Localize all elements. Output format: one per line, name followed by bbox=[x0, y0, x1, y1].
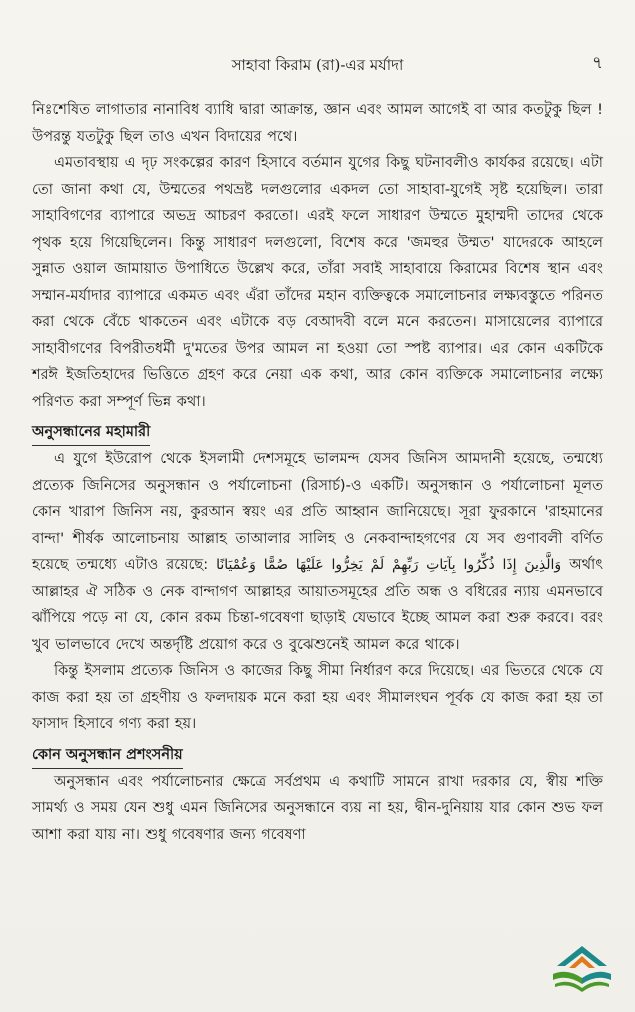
page-number: ৭ bbox=[591, 53, 603, 73]
section-2 bbox=[32, 738, 603, 769]
publisher-logo-icon bbox=[547, 942, 617, 994]
running-title: সাহাবা কিরাম (রা)-এর মর্যাদা bbox=[231, 56, 404, 74]
section-1 bbox=[32, 415, 603, 446]
paragraph-4: কিন্তু ইসলাম প্রত্যেক জিনিস ও কাজের কিছু সীমা নির্ধারণ করে দিয়েছে। এর ভিতরে থেকে যে কাজ করা হয় তা গ্রহণীয় ও ফলদায়ক মনে করা হয় এবং সীমালংঘন পূর্বক যে কাজ করা হয় তা ফাসাদ হিসাবে গণ্য করা হয়। bbox=[32, 663, 603, 732]
paragraph-2: এমতাবস্থায় এ দৃঢ় সংকল্পের কারণ হিসাবে বর্তমান যুগের কিছু ঘটনাবলীও কার্যকর রয়েছে। এটা তো জানা কথা যে, উম্মতের পথভ্রষ্ট দলগুলোর একদল তো সাহাবা-যুগেই সৃষ্ট হয়েছিল। তারা সাহাবিগণের ব্যাপারে অভদ্র আচরণ করতো। এরই ফলে সাধারণ উম্মতে মুহাম্মদী তাদের থেকে পৃথক হয়ে গিয়েছিলেন। কিন্তু সাধারণ দলগুলো, বিশেষ করে 'জমহুর উম্মত' যাদেরকে আহলে সুন্নাত ওয়াল জামায়াত উপাধিতে উল্লেখ করে, তাঁরা সবাই সাহাবায়ে কিরামের বিশেষ স্থান এবং সম্মান-মর্যাদার ব্যাপারে একমত এবং এঁরা তাঁদের মহান ব্যক্তিত্বকে সমালোচনার লক্ষ্যবস্তুতে পরিনত করা থেকে বেঁচে থাকতেন এবং এটাকে বড় বেআদবী বলে মনে করতেন। মাসায়েলের ব্যাপারে সাহাবীগণের বিপরীতধর্মী দু'মতের উপর আমল না হওয়া তো স্পষ্ট ব্যাপার। এর কোন একটিকে শরঈ ইজতিহাদের ভিত্তিতে গ্রহণ করে নেয়া এক কথা, আর কোন ব্যক্তিকে সমালোচনার লক্ষ্যে পরিণত করা সম্পূর্ণ ভিন্ন কথা। bbox=[32, 155, 603, 410]
section-heading-praiseworthy-research: কোন অনুসন্ধান প্রশংসনীয় bbox=[32, 742, 183, 769]
paragraph-1: নিঃশেষিত লাগাতার নানাবিধ ব্যাধি দ্বারা আক্রান্ত, জ্ঞান এবং আমল আগেই বা আর কতটুকু ছিল ! উপরন্তু যতটুকু ছিল তাও এখন বিদায়ের পথে। bbox=[32, 102, 603, 145]
quran-verse: وَالَّذِينَ إِذَا ذُكِّرُوا بِآيَاتِ رَبِّهِمْ لَمْ يَخِرُّوا عَلَيْهَا صُمًّا وَعُمْيَانًا bbox=[216, 557, 562, 573]
paragraph-3-text: এ যুগে ইউরোপ থেকে ইসলামী দেশসমূহে ভালমন্দ যেসব জিনিস আমদানী হয়েছে, তন্মধ্যে প্রত্যেক জিনিসের অনুসন্ধান ও পর্যালোচনা (রিসার্চ)-ও একটি। অনুসন্ধান ও পর্যালোচনা মূলত কোন খারাপ জিনিস নয়, কুরআন স্বয়ং এর প্রতি আহ্বান জানিয়েছে। সূরা ফুরকানে 'রাহমানের বান্দা' শীর্ষক আলোচনায় আল্লাহ তাআলার সালিহ ও নেকবান্দাহগণের যে সব গুণাবলী বর্ণিত হয়েছে তন্মধ্যে এটাও রয়েছে: bbox=[32, 451, 603, 573]
paragraph-5: অনুসন্ধান এবং পর্যালোচনার ক্ষেত্রে সর্বপ্রথম এ কথাটি সামনে রাখা দরকার যে, স্বীয় শক্তি সামর্থ্য ও সময় যেন শুধু এমন জিনিসের অনুসন্ধানে ব্যয় না হয়, দ্বীন-দুনিয়ায় যার কোন শুভ ফল আশা করা যায় না। শুধু গবেষণার জন্য গবেষণা bbox=[32, 773, 603, 843]
paragraph-3 bbox=[32, 446, 603, 658]
paragraph-3-continuation: অর্থাৎ আল্লাহর ঐ সঠিক ও নেক বান্দাগণ আল্লাহর আয়াতসমূহের প্রতি অন্ধ ও বধিরের ন্যায় এমনভাবে ঝাঁপিয়ে পড়ে না যে, কোন রকম চিন্তা-গবেষণা ছাড়াই যেভাবে ইচ্ছে আমল করা শুরু করবে। বরং খুব ভালভাবে দেখে অন্তর্দৃষ্টি প্রয়োগ করে ও বুঝেশুনেই আমল করে থাকে। bbox=[32, 557, 603, 653]
section-heading-research-epidemic: অনুসন্ধানের মহামারী bbox=[32, 419, 150, 446]
page-header bbox=[32, 40, 603, 79]
